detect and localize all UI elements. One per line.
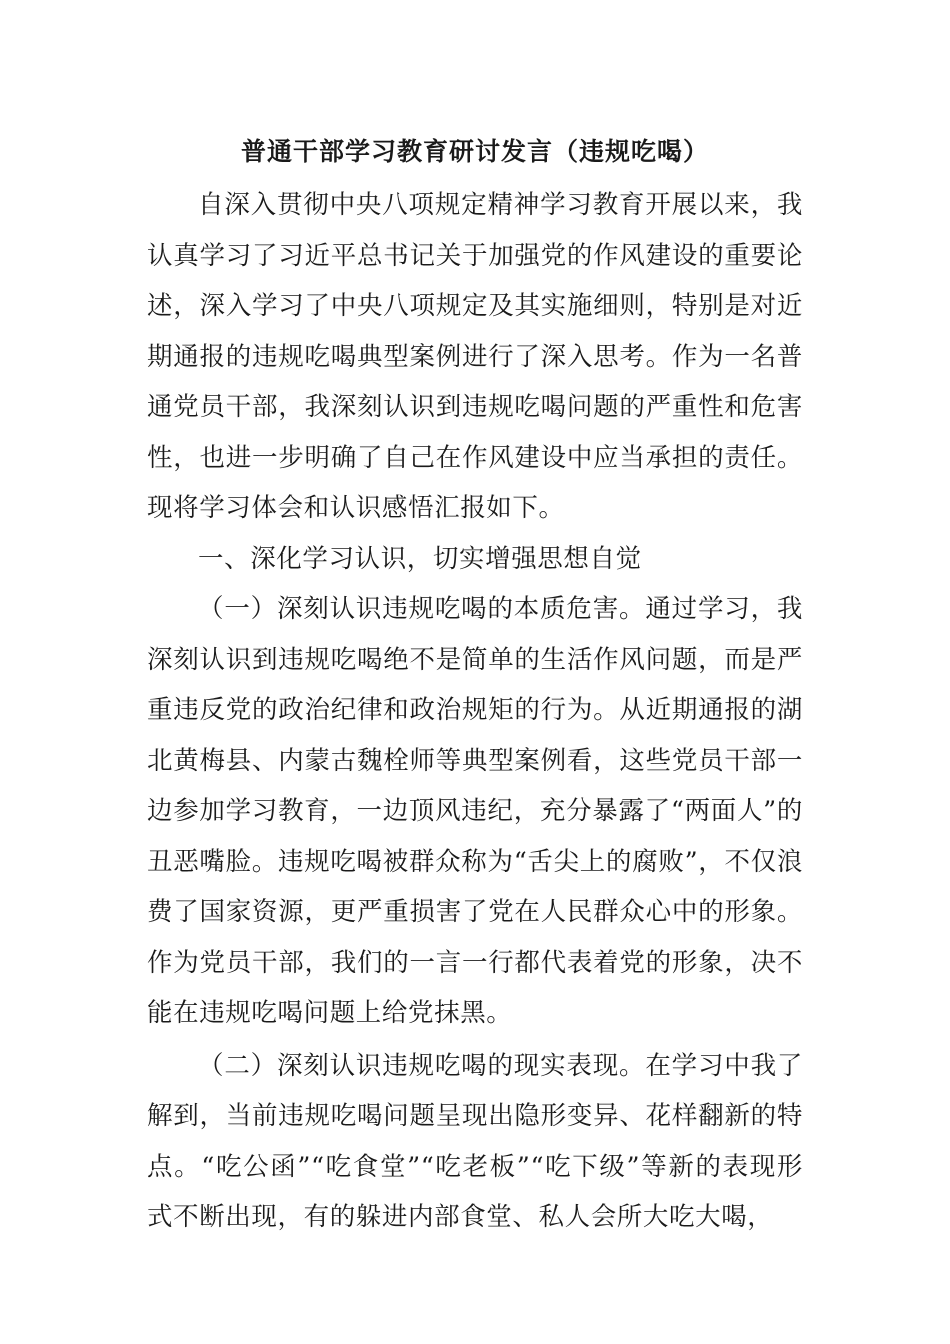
section-heading-1: 一、深化学习认识，切实增强思想自觉	[198, 543, 642, 574]
document-body	[147, 180, 803, 1243]
subsection-paragraph-1: （一）深刻认识违规吃喝的本质危害。通过学习，我深刻认识到违规吃喝绝不是简单的生活作风问题，而是严重违反党的政治纪律和政治规矩的行为。从近期通报的湖北黄梅县、内蒙古魏栓师等典型案例看，这些党员干部一边参加学习教育，一边顶风违纪，充分暴露了“两面人”的丑恶嘴脸。违规吃喝被群众称为“舌尖上的腐败”，不仅浪费了国家资源，更严重损害了党在人民群众心中的形象。作为党员干部，我们的一言一行都代表着党的形象，决不能在违规吃喝问题上给党抹黑。	[147, 594, 803, 1028]
page-title: 普通干部学习教育研讨发言（违规吃喝）	[240, 137, 709, 166]
subsection-paragraph-2: （二）深刻认识违规吃喝的现实表现。在学习中我了解到，当前违规吃喝问题呈现出隐形变异、花样翻新的特点。“吃公函”“吃食堂”“吃老板”“吃下级”等新的表现形式不断出现，有的躲进内部食堂、私人会所大吃大喝，	[147, 1050, 803, 1232]
intro-paragraph: 自深入贯彻中央八项规定精神学习教育开展以来，我认真学习了习近平总书记关于加强党的作风建设的重要论述，深入学习了中央八项规定及其实施细则，特别是对近期通报的违规吃喝典型案例进行了深入思考。作为一名普通党员干部，我深刻认识到违规吃喝问题的严重性和危害性，也进一步明确了自己在作风建设中应当承担的责任。现将学习体会和认识感悟汇报如下。	[147, 190, 803, 523]
